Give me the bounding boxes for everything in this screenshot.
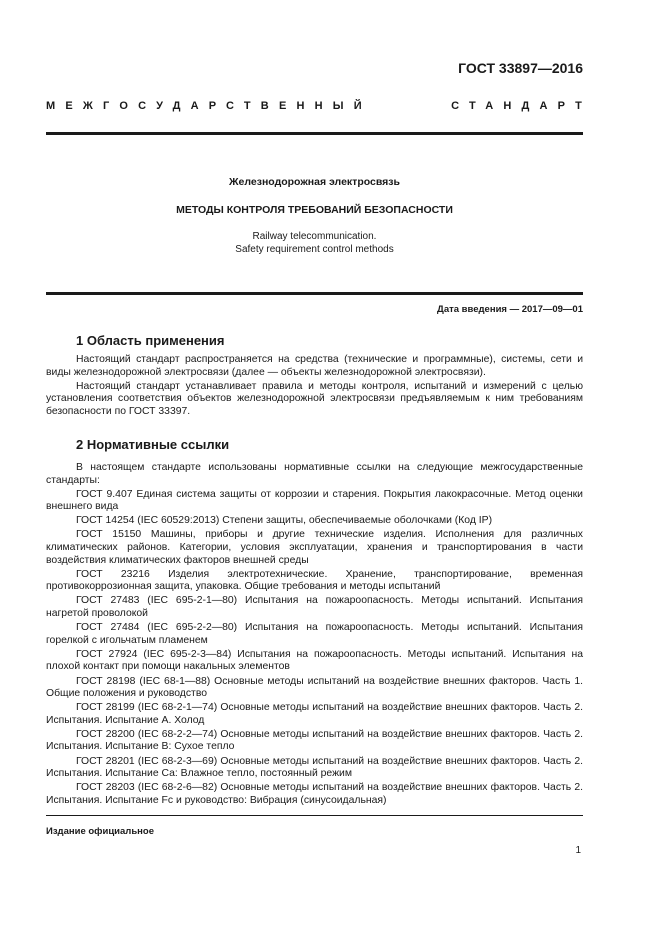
paragraph: Настоящий стандарт устанавливает правила и методы контроля, испытаний и измерений с целью установления соответствия объектов железнодорожной электросвязи предъявляемым к ним требованиям безопасности по ГОСТ 33397.	[46, 380, 583, 417]
section-1-heading: 1 Область применения	[76, 333, 225, 348]
english-title-line-2: Safety requirement control methods	[235, 244, 394, 255]
reference-item: ГОСТ 14254 (IEC 60529:2013) Степени защиты, обеспечиваемые оболочками (Код IP)	[76, 515, 493, 527]
header-divider	[46, 132, 583, 135]
interstate-standard-banner	[46, 100, 592, 112]
footer-divider	[46, 815, 583, 816]
reference-item: ГОСТ 27483 (IEC 695-2-1—80) Испытания на пожароопасность. Методы испытаний. Испытания нагретой проволокой	[46, 595, 583, 620]
reference-item: ГОСТ 23216 Изделия электротехнические. Хранение, транспортирование, временная противокоррозионная защита, упаковка. Общие требования и методы испытаний	[46, 568, 583, 593]
english-title-line-1: Railway telecommunication.	[252, 231, 377, 242]
section-1-body	[46, 354, 583, 418]
reference-item: ГОСТ 28203 (IEC 68-2-6—82) Основные методы испытаний на воздействие внешних факторов. Часть 2. Испытания. Испытание Fc и руководство: Вибрация (синусоидальная)	[46, 782, 583, 806]
section-2-heading: 2 Нормативные ссылки	[76, 437, 230, 452]
reference-item: ГОСТ 27484 (IEC 695-2-2—80) Испытания на пожароопасность. Методы испытаний. Испытания горелкой с игольчатым пламенем	[46, 622, 583, 646]
document-subtitle: Железнодорожная электросвязь	[229, 176, 400, 188]
official-edition-label: Издание официальное	[46, 826, 154, 837]
banner-word-interstate: МЕЖГОСУДАРСТВЕННЫЙ	[46, 100, 372, 112]
document-title: МЕТОДЫ КОНТРОЛЯ ТРЕБОВАНИЙ БЕЗОПАСНОСТИ	[176, 204, 453, 216]
section-2-body	[46, 462, 583, 807]
paragraph: Настоящий стандарт распространяется на средства (технические и программные), системы, сети и виды железнодорожной электросвязи (далее — объекты железнодорожной электросвязи).	[46, 354, 583, 378]
reference-item: ГОСТ 28198 (IEC 68-1—88) Основные методы испытаний на воздействие внешних факторов. Часть 1. Общие положения и руководство	[46, 675, 583, 700]
standard-number: ГОСТ 33897—2016	[458, 60, 583, 76]
reference-item: ГОСТ 27924 (IEC 695-2-3—84) Испытания на пожароопасность. Методы испытаний. Испытания на плохой контакт при помощи накальных элементов	[46, 648, 583, 673]
english-title	[46, 230, 583, 256]
page-number: 1	[575, 845, 581, 856]
banner-word-standard: СТАНДАРТ	[451, 100, 592, 112]
reference-item: ГОСТ 9.407 Единая система защиты от коррозии и старения. Покрытия лакокрасочные. Метод оценки внешнего вида	[46, 488, 583, 513]
title-divider	[46, 292, 583, 295]
reference-item: ГОСТ 15150 Машины, приборы и другие технические изделия. Исполнения для различных климатических районов. Категории, условия эксплуатации, хранения и транспортирования в части воздействия климатических факторов внешней среды	[46, 529, 583, 566]
reference-item: ГОСТ 28200 (IEC 68-2-2—74) Основные методы испытаний на воздействие внешних факторов. Часть 2. Испытания. Испытание В: Сухое тепло	[46, 728, 583, 753]
reference-item: ГОСТ 28201 (IEC 68-2-3—69) Основные методы испытаний на воздействие внешних факторов. Часть 2. Испытания. Испытание Са: Влажное тепло, постоянный режим	[46, 755, 583, 780]
introduction-date: Дата введения — 2017—09—01	[437, 304, 583, 315]
paragraph: В настоящем стандарте использованы нормативные ссылки на следующие межгосударственные стандарты:	[46, 462, 583, 486]
reference-item: ГОСТ 28199 (IEC 68-2-1—74) Основные методы испытаний на воздействие внешних факторов. Часть 2. Испытания. Испытание А. Холод	[46, 702, 583, 726]
